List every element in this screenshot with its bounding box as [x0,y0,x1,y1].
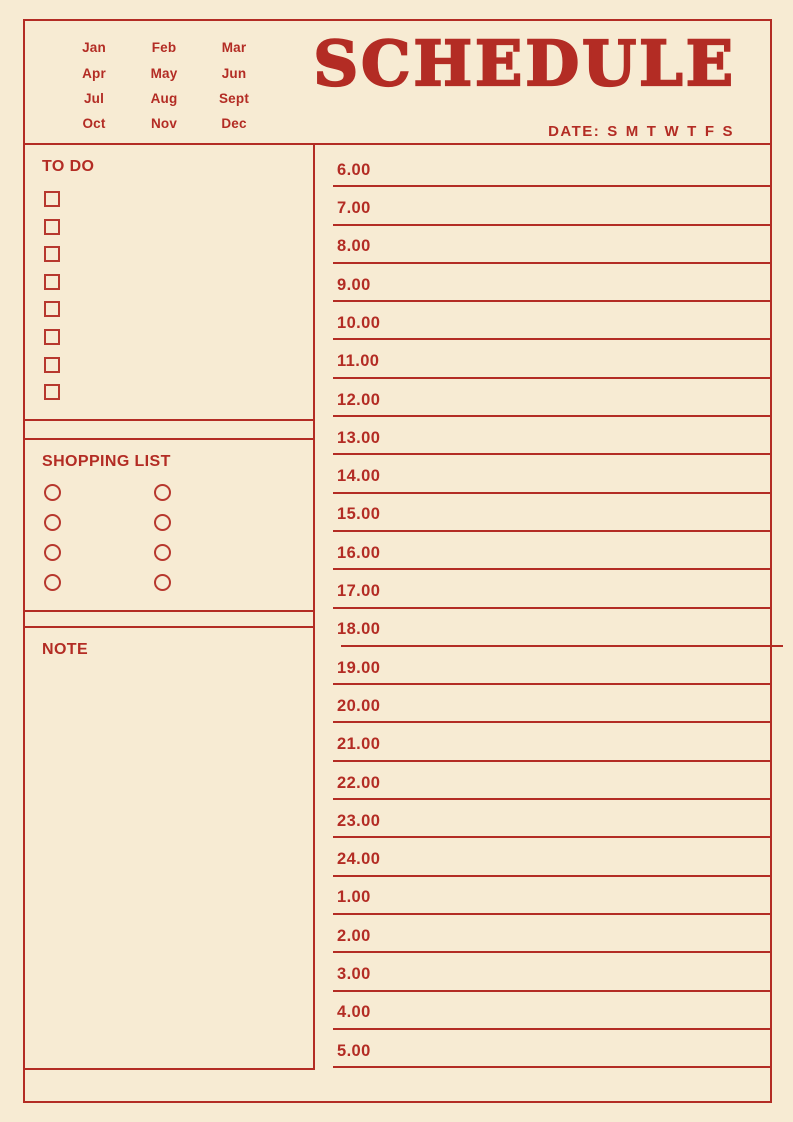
time-slot-row [315,762,770,800]
month-label: Feb [151,40,177,56]
time-slot-row [315,226,770,264]
todo-title: TO DO [42,158,95,175]
todo-checkbox[interactable] [44,329,60,345]
day-initial: T [687,123,698,140]
todo-checkbox[interactable] [44,301,60,317]
note-section [25,626,313,1070]
time-label: 1.00 [337,888,371,907]
note-title: NOTE [42,641,89,658]
page-header [25,21,770,145]
time-label: 15.00 [337,505,381,524]
todo-section [25,145,313,421]
month-label: Aug [150,90,178,106]
day-initial: W [664,123,681,140]
time-slot-row [315,953,770,991]
shopping-list-bullet[interactable] [44,514,61,531]
time-label: 2.00 [337,926,371,945]
section-gap [25,612,313,626]
page-title: SCHEDULE [313,27,736,100]
time-slot-row [315,417,770,455]
planner-page [23,19,772,1103]
time-slot-row [315,264,770,302]
time-label: 24.00 [337,850,381,869]
todo-checkbox[interactable] [44,246,60,262]
day-initial: S [607,123,619,140]
time-slot-row [315,302,770,340]
time-slot-row [315,379,770,417]
month-label: Nov [150,116,178,132]
time-slot-row [315,800,770,838]
time-slot-row [315,340,770,378]
todo-checkbox[interactable] [44,274,60,290]
left-column [25,145,315,1070]
day-initials [600,123,734,140]
day-initial: S [722,123,734,140]
time-label: 18.00 [337,620,381,639]
time-label: 11.00 [337,352,380,371]
time-slot-row [315,532,770,570]
time-label: 13.00 [337,428,381,447]
todo-checkbox[interactable] [44,219,60,235]
section-gap [25,421,313,438]
day-initial: F [704,123,716,140]
todo-checkbox[interactable] [44,357,60,373]
time-label: 22.00 [337,773,381,792]
date-label: DATE: [548,123,601,140]
month-label: Apr [82,65,106,81]
todo-checklist [44,191,60,400]
time-slot-row [315,723,770,761]
time-slot-row [315,570,770,608]
time-label: 16.00 [337,543,381,562]
time-slot-row [315,609,770,647]
shopping-list-bullet[interactable] [154,544,171,561]
month-label: Jul [83,90,105,106]
time-slot-row [315,187,770,225]
time-slot-line [333,1066,770,1068]
shopping-list-title: SHOPPING LIST [42,453,171,470]
month-label: Sept [218,90,250,106]
shopping-list-bullet[interactable] [44,574,61,591]
month-label: Jun [221,65,247,81]
shopping-list-bullet[interactable] [154,574,171,591]
day-initial: M [625,123,640,140]
todo-checkbox[interactable] [44,191,60,207]
time-slot-row [315,838,770,876]
time-label: 7.00 [337,199,371,218]
time-label: 12.00 [337,390,381,409]
time-label: 20.00 [337,696,381,715]
shopping-list-bullet[interactable] [44,544,61,561]
time-label: 5.00 [337,1041,371,1060]
page-body [25,145,770,1101]
shopping-list-section [25,438,313,612]
time-label: 4.00 [337,1003,371,1022]
time-slot-row [315,149,770,187]
time-slot-row [315,915,770,953]
month-label: Dec [221,116,247,132]
schedule-column [315,145,770,1101]
time-slot-row [315,992,770,1030]
time-label: 3.00 [337,965,371,984]
month-grid [59,35,269,137]
time-label: 9.00 [337,275,371,294]
time-label: 21.00 [337,735,381,754]
month-label: Jan [82,40,106,56]
time-label: 6.00 [337,160,371,179]
todo-checkbox[interactable] [44,384,60,400]
time-slot-row [315,647,770,685]
time-label: 10.00 [337,313,381,332]
month-label: May [150,65,178,81]
shopping-list-bullet[interactable] [154,514,171,531]
month-label: Mar [221,40,247,56]
time-slot-row [315,494,770,532]
time-label: 23.00 [337,811,381,830]
shopping-list-bullet[interactable] [44,484,61,501]
time-label: 14.00 [337,467,381,486]
time-slot-row [315,1030,770,1068]
shopping-list-bullet[interactable] [154,484,171,501]
time-label: 19.00 [337,658,381,677]
time-slot-row [315,685,770,723]
month-label: Oct [82,116,106,132]
shopping-bullet-grid [44,484,264,604]
date-line [548,123,734,140]
time-label: 17.00 [337,582,381,601]
time-slot-row [315,877,770,915]
time-slot-row [315,455,770,493]
time-label: 8.00 [337,237,371,256]
day-initial: T [646,123,658,140]
